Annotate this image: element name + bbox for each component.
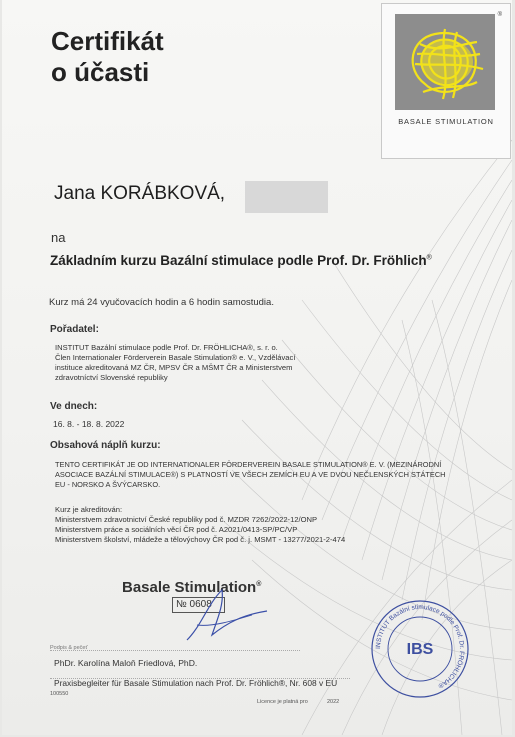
accreditation-line: Ministerstvem práce a sociálních věcí ČR pod č. A2021/0413-SP/PC/VP (55, 525, 298, 534)
dates-label: Ve dnech: (50, 401, 98, 412)
ibs-stamp (364, 596, 476, 702)
course-registered-mark: ® (426, 254, 432, 262)
stamp-ring-text: INSTITUT Bazální stimulace podle Prof. Dr. FRÖHLICHA® (374, 603, 466, 690)
basale-stimulation-logo (381, 3, 511, 159)
organizer-label: Pořadatel: (50, 324, 99, 335)
brand-name: Basale Stimulation (122, 579, 257, 596)
content-line: EU - NORSKO A ŠVÝCARSKO. (55, 480, 161, 489)
validity-label: Licence je platná pro (257, 699, 308, 705)
redacted-block (245, 181, 328, 213)
accreditation-line: Ministerstvem zdravotnictví České republiky pod č. MZDR 7262/2022-12/ONP (55, 515, 318, 524)
accreditation-label: Kurz je akreditován: (55, 505, 123, 514)
certificate-title (51, 26, 164, 88)
form-code: 100550 (50, 691, 69, 697)
signature-scribble (182, 585, 272, 645)
content-line: TENTO CERTIFIKÁT JE OD INTERNATIONALER FÖRDERVEREIN BASALE STIMULATION® E. V. (MEZINÁRODNÍ (55, 460, 442, 469)
title-line-1: Certifikát (51, 26, 164, 56)
accreditation-text (55, 505, 345, 545)
course-title (50, 253, 432, 268)
participant-name: Jana KORÁBKOVÁ, (54, 183, 226, 204)
stamp-center-text: IBS (406, 641, 434, 658)
course-title-text: Základním kurzu Bazální stimulace podle Prof. Dr. Fröhlich (50, 253, 427, 268)
signature-caption: Podpis & pečeť (50, 645, 88, 651)
organizer-line: instituce akreditovaná MZ ČR, MPSV ČR a MŠMT ČR a Ministerstvem (55, 363, 293, 372)
dates-value: 16. 8. - 18. 8. 2022 (53, 419, 125, 429)
signer-name: PhDr. Karolína Maloň Friedlová, PhD. (54, 658, 198, 668)
na-text: na (51, 230, 66, 245)
brand-registered-mark: ® (256, 581, 262, 588)
accreditation-line: Ministerstvem školství, mládeže a tělovýchovy ČR pod č. j. MSMT - 13277/2021-2-474 (55, 535, 346, 544)
organizer-line: zdravotníctví Slovenské republiky (55, 373, 168, 382)
organizer-text (55, 343, 295, 383)
certificate-number: № 0608 (172, 597, 225, 613)
validity-year: 2022 (327, 699, 340, 705)
logo-text: BASALE STIMULATION (398, 117, 494, 126)
content-label: Obsahová náplň kurzu: (50, 440, 161, 451)
title-line-2: o účasti (51, 57, 150, 87)
signer-role: Praxisbegleiter für Basale Stimulation nach Prof. Dr. Fröhlich®, Nr. 608 v EU (54, 678, 338, 688)
logo-registered-mark: ® (497, 12, 502, 18)
certificate-sheet (2, 0, 512, 735)
content-text (55, 460, 446, 490)
basale-stimulation-logo-icon (395, 14, 495, 110)
course-hours: Kurz má 24 vyučovacích hodin a 6 hodin samostudia. (49, 297, 274, 308)
content-line: ASOCIACE BAZÁLNÍ STIMULACE®) S PLATNOSTÍ VE VŠECH ZEMÍCH EU A VE DVOU NEČLENSKÝCH STÁTECH (55, 470, 446, 479)
organizer-line: INSTITUT Bazální stimulace podle Prof. Dr. FRÖHLICHA®, s. r. o. (55, 343, 278, 352)
organizer-line: Člen Internationaler Förderverein Basale Stimulation® e. V., Vzdělávací (55, 353, 296, 362)
